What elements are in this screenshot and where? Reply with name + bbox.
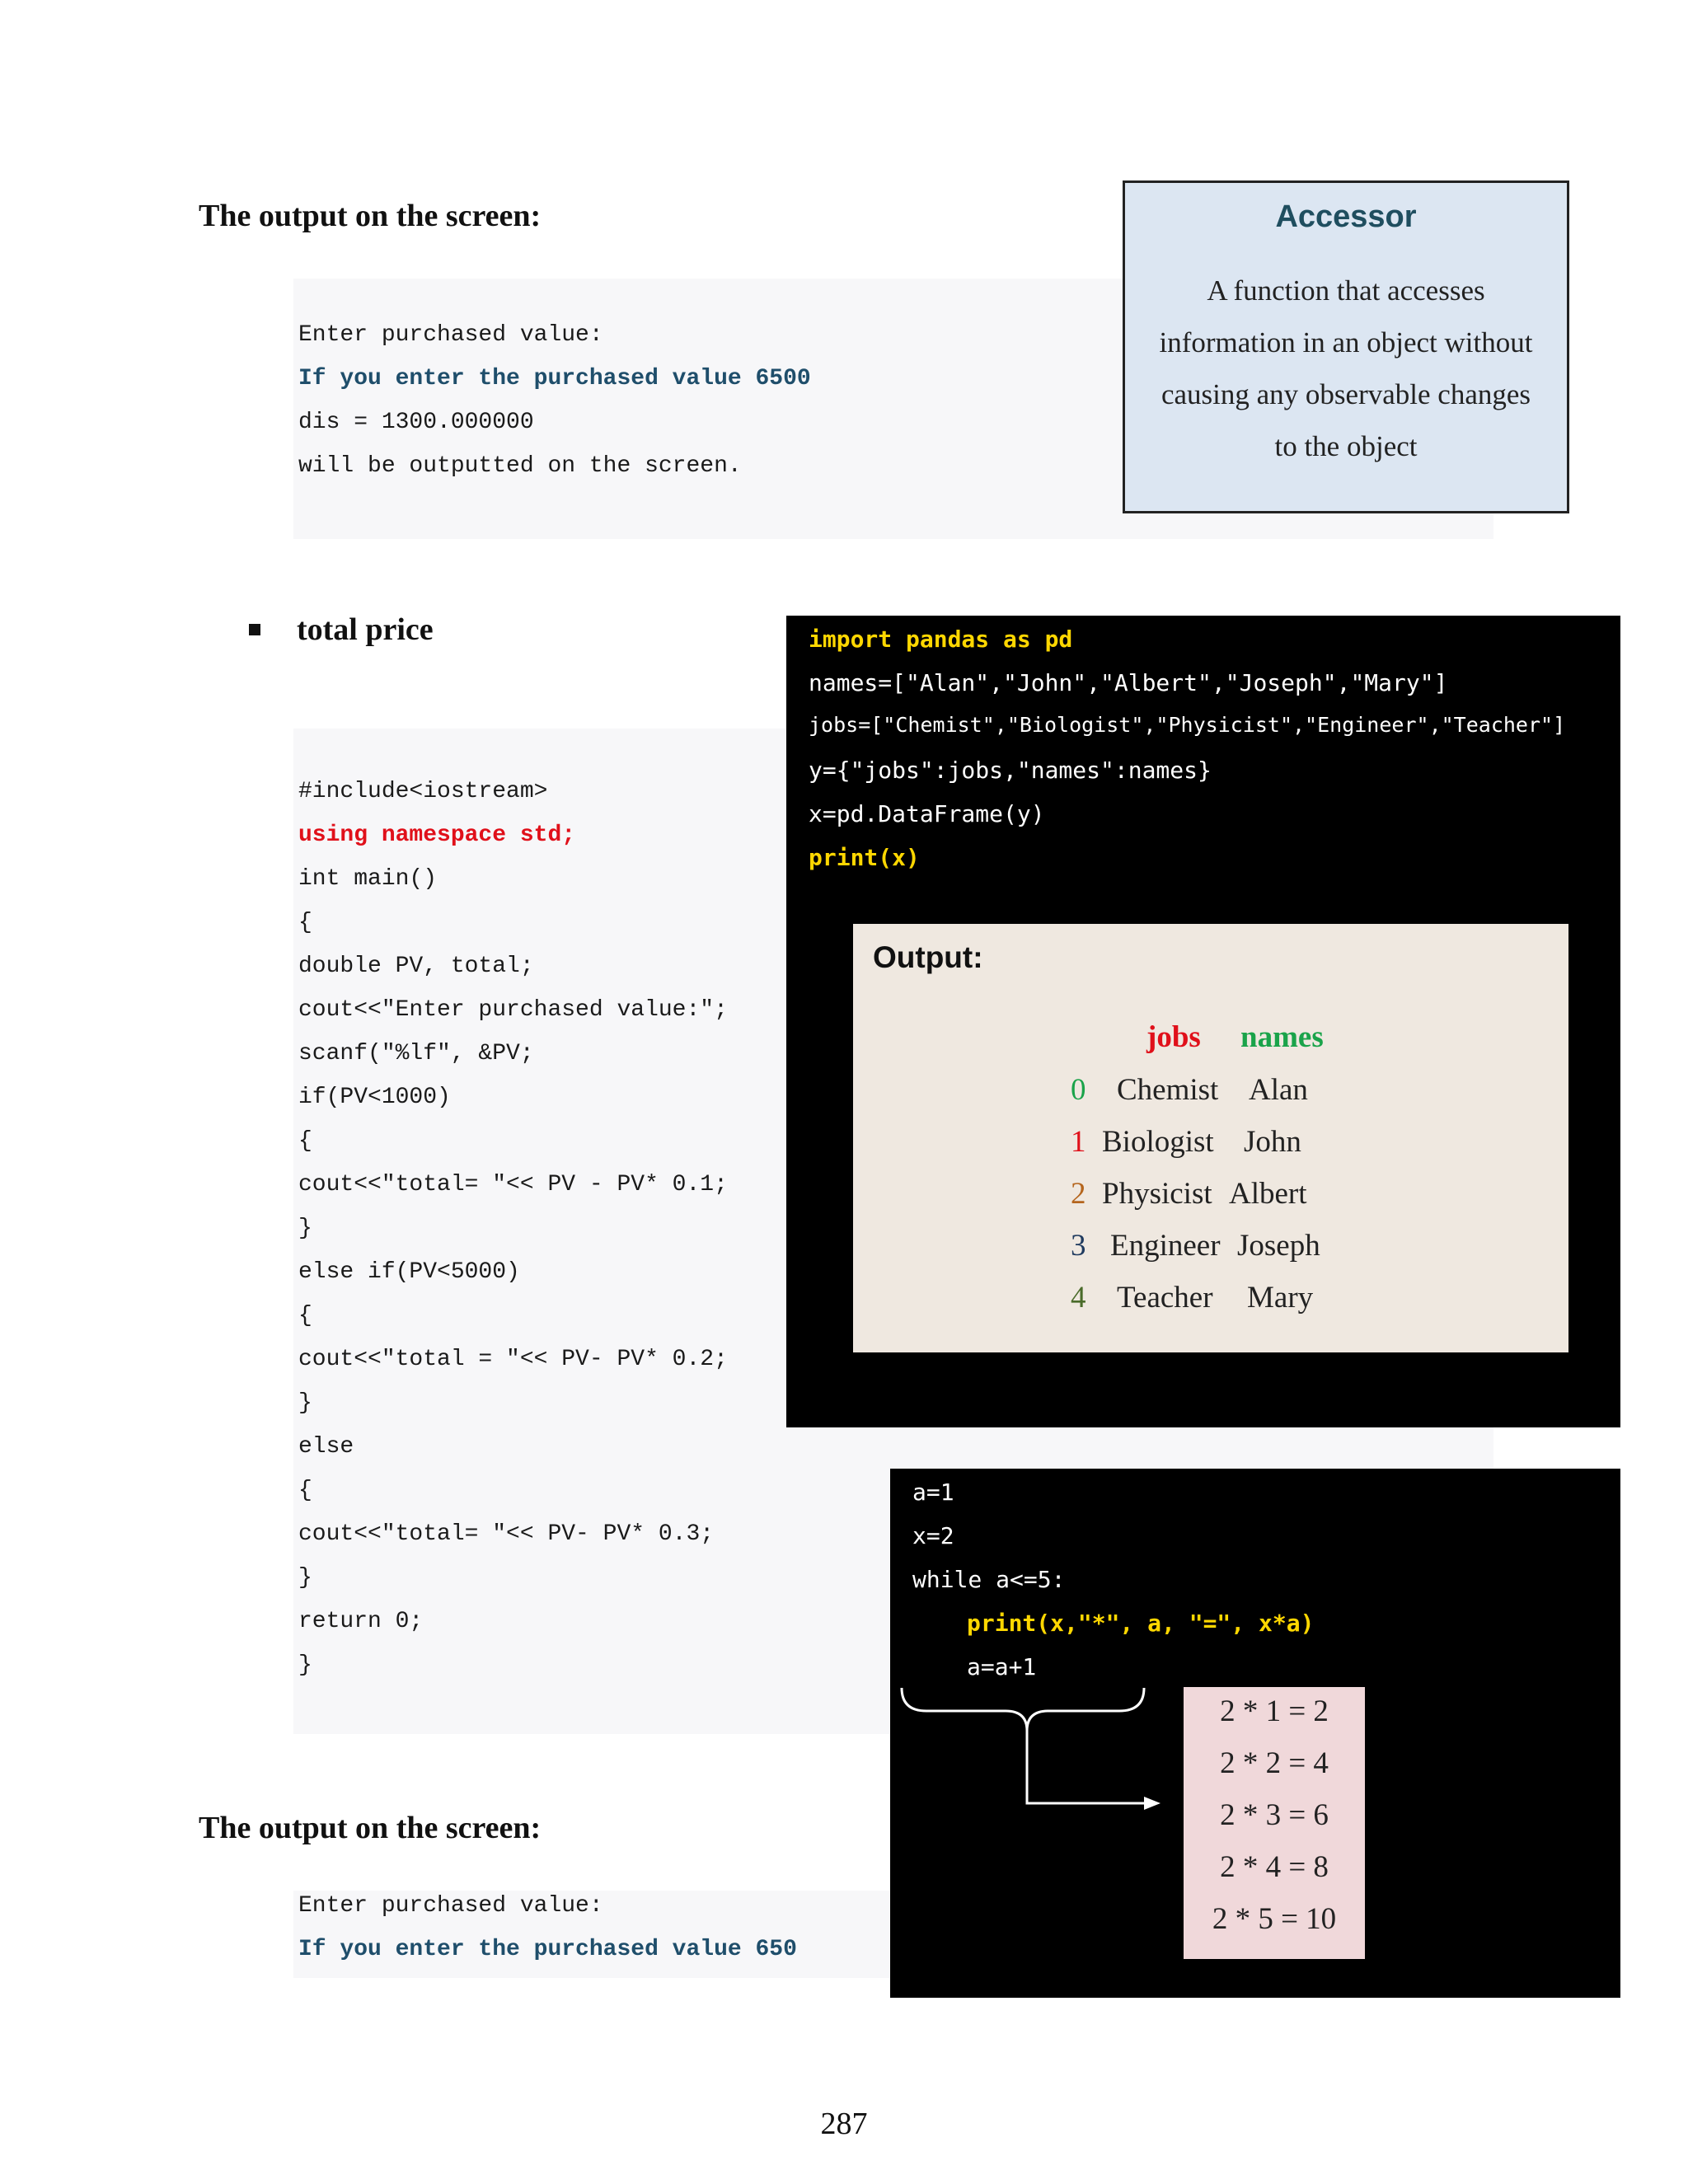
code-line: x=2 (912, 1522, 954, 1549)
output-line: If you enter the purchased value 650 (298, 1937, 797, 1962)
cell-name: John (1244, 1125, 1301, 1159)
code-line: else (298, 1434, 354, 1460)
code-line: else if(PV<5000) (298, 1259, 520, 1285)
result-line: 2 * 3 = 6 (1220, 1798, 1329, 1832)
dataframe-output-box (853, 924, 1568, 1352)
code-line: } (298, 1216, 312, 1241)
code-line: using namespace std; (298, 823, 576, 848)
code-line: a=a+1 (967, 1653, 1037, 1680)
column-header-names: names (1240, 1020, 1324, 1054)
code-line: if(PV<1000) (298, 1085, 451, 1110)
row-index: 1 (1071, 1125, 1086, 1159)
row-index: 0 (1071, 1073, 1086, 1107)
page-number: 287 (820, 2107, 868, 2141)
section1-heading: The output on the screen: (199, 199, 542, 233)
code-line: x=pd.DataFrame(y) (809, 800, 1045, 827)
cell-job: Teacher (1117, 1281, 1213, 1315)
bullet-label: total price (297, 612, 434, 647)
code-line: } (298, 1652, 312, 1678)
accessor-line: information in an object without (1159, 326, 1533, 359)
result-line: 2 * 2 = 4 (1220, 1746, 1329, 1780)
section2-heading: The output on the screen: (199, 1811, 542, 1845)
accessor-body (1125, 265, 1567, 472)
cell-job: Biologist (1102, 1125, 1214, 1159)
code-line: { (298, 1303, 312, 1329)
result-line: 2 * 1 = 2 (1220, 1694, 1329, 1728)
code-line: cout<<"Enter purchased value:"; (298, 997, 728, 1023)
pandas-code-panel (786, 616, 1620, 1427)
column-header-jobs: jobs (1146, 1020, 1201, 1054)
output-line: Enter purchased value: (298, 322, 603, 348)
code-line: cout<<"total = "<< PV- PV* 0.2; (298, 1347, 728, 1372)
cell-name: Mary (1247, 1281, 1314, 1315)
code-line: jobs=["Chemist","Biologist","Physicist","Engineer","Teacher"] (809, 713, 1566, 737)
code-line: cout<<"total= "<< PV - PV* 0.1; (298, 1172, 728, 1197)
code-line: names=["Alan","John","Albert","Joseph","Mary"] (809, 669, 1448, 696)
code-line: int main() (298, 866, 438, 892)
cell-name: Alan (1249, 1073, 1308, 1107)
row-index: 2 (1071, 1177, 1086, 1211)
accessor-line: causing any observable changes (1160, 378, 1531, 410)
while-loop-panel (890, 1469, 1620, 1998)
output-line: dis = 1300.000000 (298, 410, 534, 435)
code-line: print(x) (809, 844, 920, 871)
brace-arrow-icon (890, 1683, 1187, 1831)
loop-results-box (1184, 1687, 1365, 1959)
accessor-title: Accessor (1275, 199, 1417, 234)
code-line: import pandas as pd (809, 626, 1073, 653)
output-line: If you enter the purchased value 6500 (298, 366, 811, 391)
code-line: { (298, 1128, 312, 1154)
accessor-definition-box (1123, 180, 1569, 513)
code-line: while a<=5: (912, 1566, 1066, 1593)
code-line: #include<iostream> (298, 779, 548, 804)
output-label: Output: (873, 940, 983, 974)
code-line: double PV, total; (298, 954, 534, 979)
cpp-code (298, 770, 728, 1687)
code-line: a=1 (912, 1479, 954, 1506)
accessor-line: to the object (1274, 430, 1418, 462)
output-line: Enter purchased value: (298, 1893, 603, 1919)
cell-job: Engineer (1110, 1229, 1221, 1263)
output-line: will be outputted on the screen. (298, 453, 742, 479)
cell-name: Joseph (1237, 1229, 1320, 1263)
cell-name: Albert (1229, 1177, 1307, 1211)
code-line: print(x,"*", a, "=", x*a) (967, 1610, 1315, 1637)
row-index: 3 (1071, 1229, 1086, 1263)
cell-job: Physicist (1102, 1177, 1212, 1211)
bullet-square-icon (249, 624, 260, 635)
code-line: y={"jobs":jobs,"names":names} (809, 757, 1212, 784)
code-line: { (298, 1478, 312, 1503)
code-line: } (298, 1565, 312, 1591)
accessor-line: A function that accesses (1207, 274, 1485, 307)
result-line: 2 * 5 = 10 (1212, 1902, 1337, 1936)
result-line: 2 * 4 = 8 (1220, 1850, 1329, 1884)
cell-job: Chemist (1117, 1073, 1219, 1107)
code-line: return 0; (298, 1609, 424, 1634)
code-line: scanf("%lf", &PV; (298, 1041, 534, 1066)
row-index: 4 (1071, 1281, 1086, 1315)
code-line: cout<<"total= "<< PV- PV* 0.3; (298, 1521, 715, 1547)
code-line: } (298, 1390, 312, 1416)
code-line: { (298, 910, 312, 935)
